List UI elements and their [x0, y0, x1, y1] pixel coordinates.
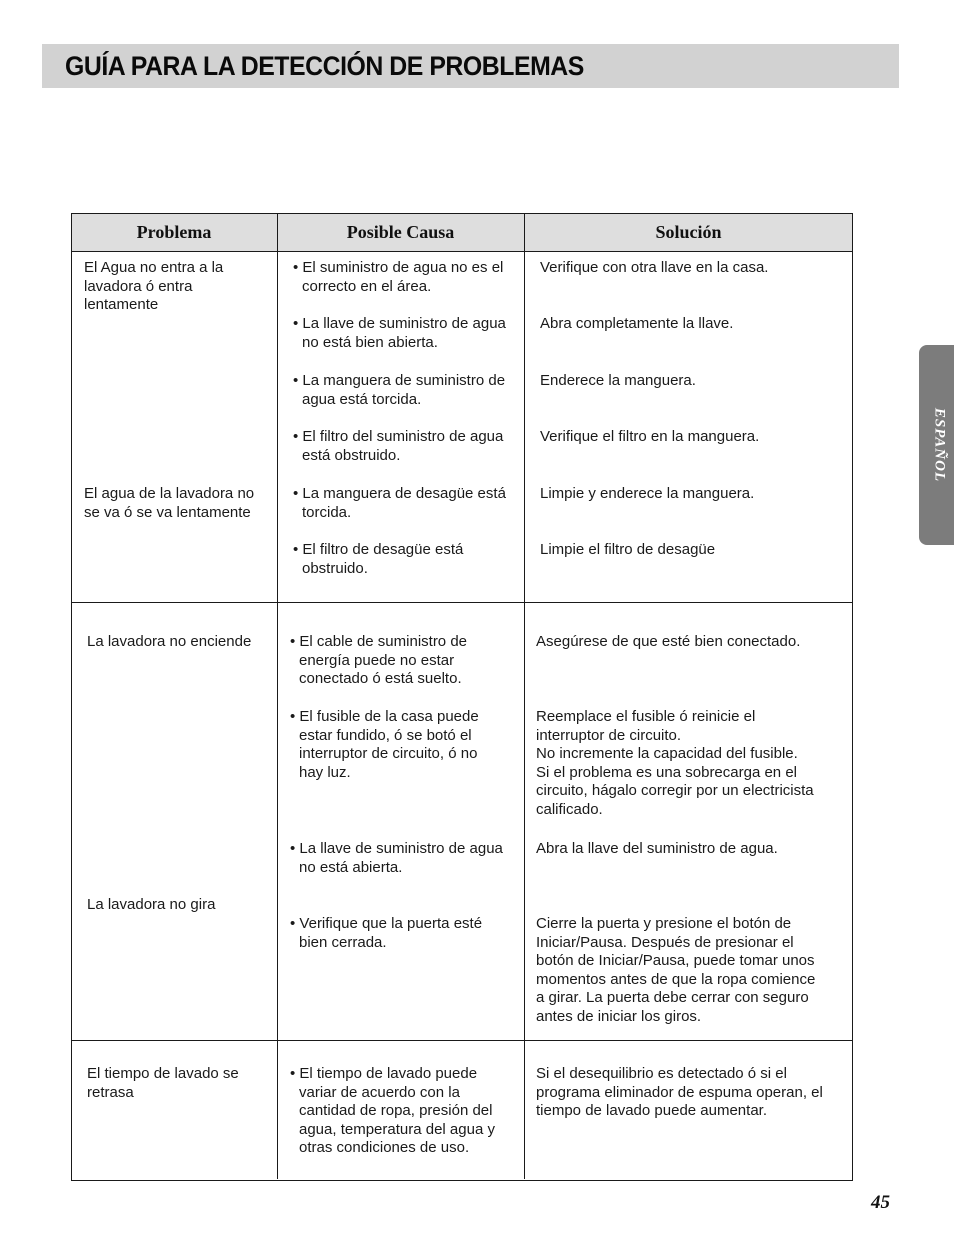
solution-cell: Abra la llave del suministro de agua.: [536, 840, 778, 857]
cause-cell: • La llave de suministro de agua no está bien abierta.: [293, 315, 506, 351]
cause-cell: • La manguera de suministro de agua está torcida.: [293, 372, 506, 408]
cause-cell: • El filtro del suministro de agua está obstruido.: [293, 428, 504, 464]
solution-cell: Reemplace el fusible ó reinicie el interruptor de circuito. No incremente la capacidad del fusible. Si el problema es una sobrecarga en el circuito, hágalo corregir por un electricista calificado.: [536, 708, 814, 818]
solution-cell: Limpie y enderece la manguera.: [540, 485, 755, 502]
troubleshooting-table: [71, 213, 853, 1181]
solution-cell: Si el desequilibrio es detectado ó si el programa eliminador de espuma operan, el tiempo de lavado puede aumentar.: [536, 1065, 823, 1120]
solution-cell: Asegúrese de que esté bien conectado.: [536, 633, 801, 650]
cause-cell: • Verifique que la puerta esté bien cerrada.: [290, 915, 483, 951]
header-solucion: Solución: [655, 222, 722, 242]
cause-cell: • La llave de suministro de agua no está abierta.: [290, 840, 503, 876]
header-problema: Problema: [136, 222, 212, 242]
solution-cell: Verifique el filtro en la manguera.: [540, 428, 760, 445]
solution-cell: Enderece la manguera.: [540, 372, 696, 389]
problem-cell: La lavadora no enciende: [87, 633, 252, 650]
language-tab-label: ESPAÑOL: [931, 407, 948, 483]
solution-cell: Limpie el filtro de desagüe: [540, 541, 716, 558]
solution-cell: Cierre la puerta y presione el botón de Iniciar/Pausa. Después de presionar el botón de Iniciar/Pausa, puede tomar unos momentos antes de que la ropa comience a girar. La puerta debe cerrar con seguro antes de iniciar los giros.: [536, 915, 816, 1025]
cause-cell: • El filtro de desagüe está obstruido.: [293, 541, 464, 577]
cause-cell: • El tiempo de lavado puede variar de acuerdo con la cantidad de ropa, presión del agua, temperatura del agua y otras condiciones de uso.: [290, 1065, 495, 1157]
problem-cell: El Agua no entra a la lavadora ó entra lentamente: [84, 259, 224, 314]
problem-cell: La lavadora no gira: [87, 896, 216, 913]
solution-cell: Verifique con otra llave en la casa.: [540, 259, 769, 276]
cause-cell: • El fusible de la casa puede estar fundido, ó se botó el interruptor de circuito, ó no hay luz.: [290, 708, 479, 781]
problem-cell: El tiempo de lavado se retrasa: [87, 1065, 239, 1101]
solution-cell: Abra completamente la llave.: [540, 315, 734, 332]
page-title: GUÍA PARA LA DETECCIÓN DE PROBLEMAS: [65, 51, 584, 81]
title-bar: [42, 44, 899, 88]
header-posible-causa: Posible Causa: [346, 222, 455, 242]
cause-cell: • La manguera de desagüe está torcida.: [293, 485, 506, 521]
page-number: 45: [871, 1192, 890, 1213]
problem-cell: El agua de la lavadora no se va ó se va lentamente: [84, 485, 255, 521]
language-tab: [919, 345, 954, 545]
table-border: [71, 213, 853, 1181]
cause-cell: • El cable de suministro de energía puede no estar conectado ó está suelto.: [290, 633, 468, 688]
cause-cell: • El suministro de agua no es el correcto en el área.: [293, 259, 504, 295]
